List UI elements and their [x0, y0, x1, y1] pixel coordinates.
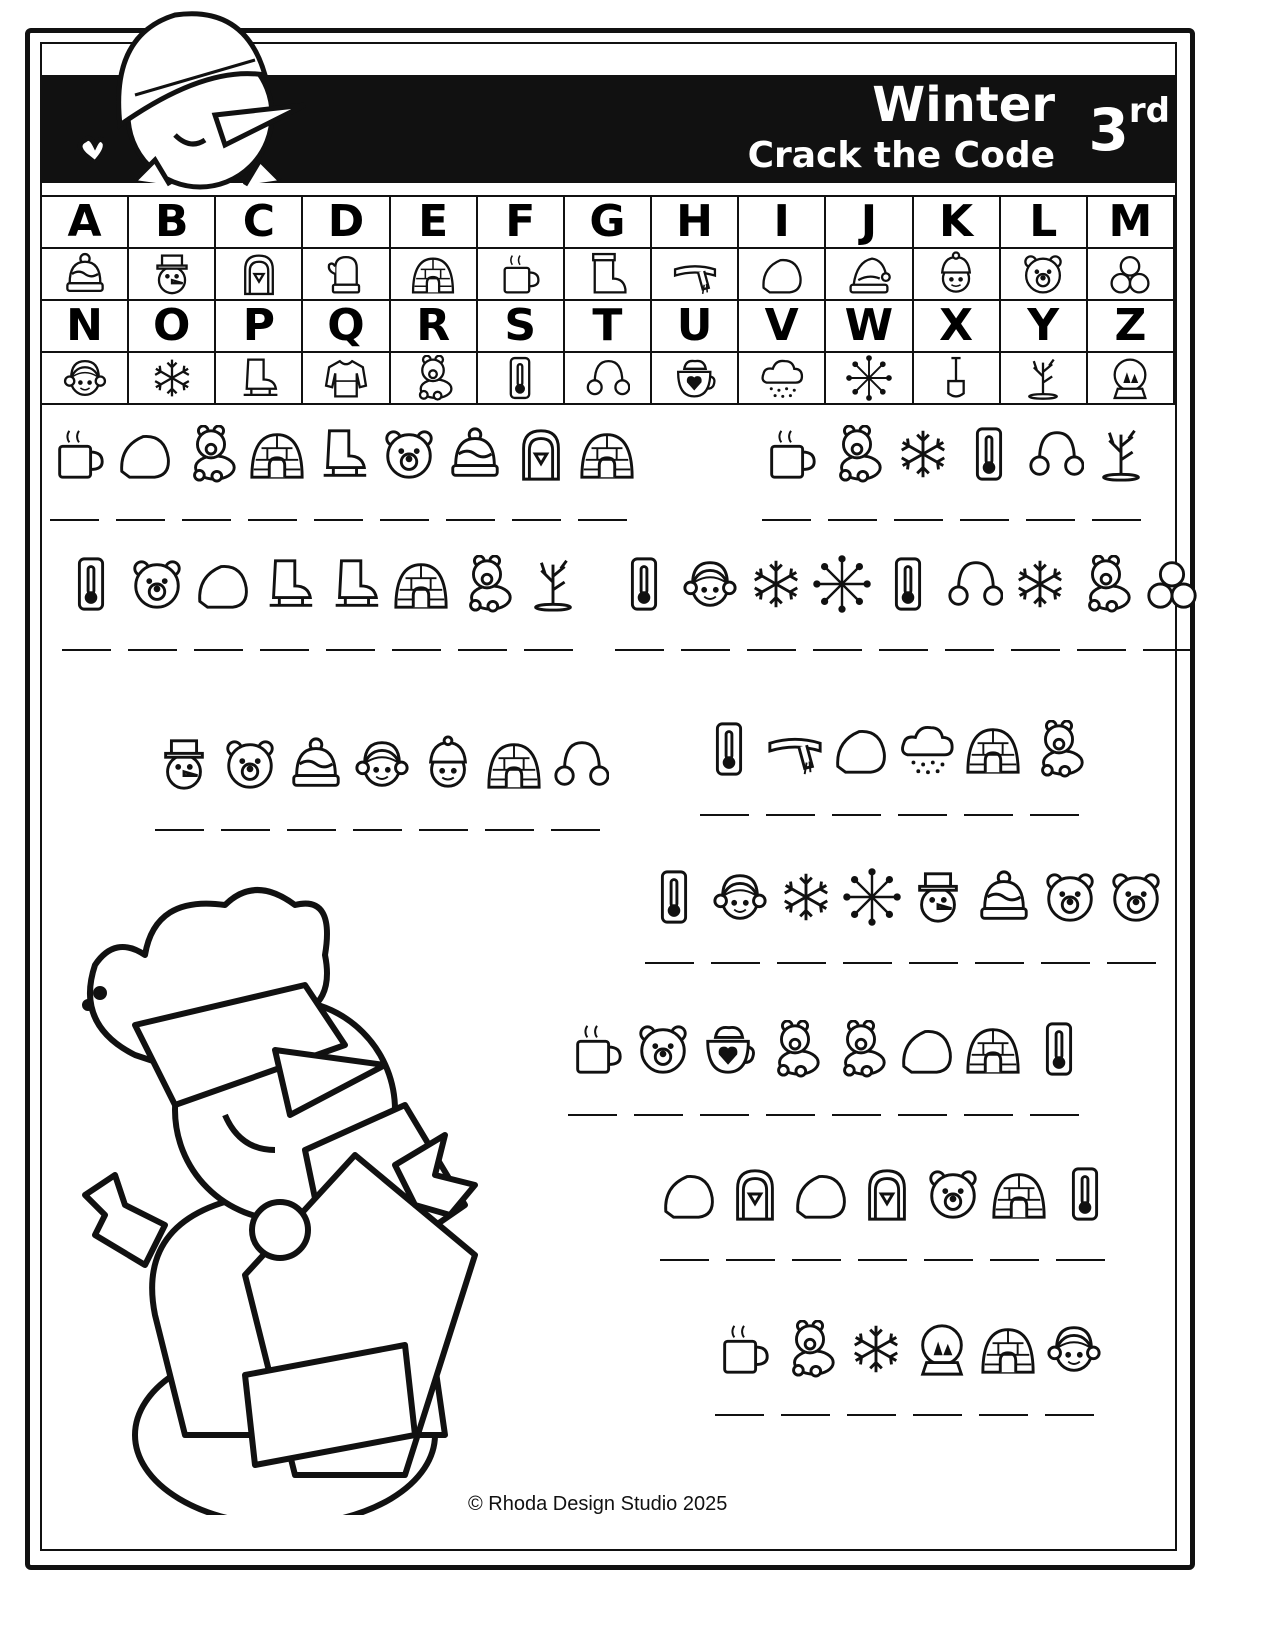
answer-blank[interactable]: [913, 1412, 962, 1416]
puzzle-icons: [155, 735, 609, 793]
answer-blank[interactable]: [1030, 1112, 1079, 1116]
puzzle-icons: [645, 868, 1165, 926]
answer-blanks: [62, 647, 582, 651]
answer-blank[interactable]: [353, 827, 402, 831]
answer-blank[interactable]: [485, 827, 534, 831]
girl-earmuffs-icon: [353, 735, 411, 793]
puzzle-word-7: [645, 868, 1165, 964]
mug-icon: [50, 425, 108, 483]
answer-blank[interactable]: [512, 517, 561, 521]
snowman-icon: [155, 735, 213, 793]
answer-blanks: [155, 827, 609, 831]
igloo-icon: [964, 1020, 1022, 1078]
answer-blank[interactable]: [960, 517, 1009, 521]
beanie-icon: [975, 868, 1033, 926]
key-icon-cell: [738, 248, 825, 300]
puzzle-icons: [762, 425, 1150, 483]
key-icon-cell: [390, 352, 477, 404]
boot-icon: [584, 251, 630, 297]
snow-cloud-icon: [898, 720, 956, 778]
puzzle-word-6: [700, 720, 1088, 816]
kid-icon: [419, 735, 477, 793]
key-icon-cell: [1000, 248, 1087, 300]
answer-blank[interactable]: [380, 517, 429, 521]
title: Winter: [872, 77, 1055, 133]
key-letter: C: [215, 196, 302, 248]
bear-face-icon: [634, 1020, 692, 1078]
answer-blank[interactable]: [1077, 647, 1126, 651]
key-icon-cell: [825, 248, 912, 300]
puzzle-icons: [715, 1320, 1103, 1378]
answer-blank[interactable]: [446, 517, 495, 521]
answer-blank[interactable]: [781, 1412, 830, 1416]
earmuffs-icon: [584, 355, 630, 401]
scarf-icon: [766, 720, 824, 778]
igloo-icon: [410, 251, 456, 297]
key-icon-cell: [215, 352, 302, 404]
igloo-icon: [964, 720, 1022, 778]
key-letter: P: [215, 300, 302, 352]
sweater-icon: [323, 355, 369, 401]
answer-blank[interactable]: [221, 827, 270, 831]
key-letter: E: [390, 196, 477, 248]
scarf-icon: [672, 251, 718, 297]
answer-blank[interactable]: [260, 647, 309, 651]
answer-blank[interactable]: [847, 1412, 896, 1416]
mug-icon: [762, 425, 820, 483]
snowballs-icon: [1143, 555, 1201, 613]
cocoa-icon: [700, 1020, 758, 1078]
answer-blanks: [568, 1112, 1088, 1116]
answer-blank[interactable]: [578, 517, 627, 521]
key-letter: I: [738, 196, 825, 248]
key-icon-cell: [1087, 352, 1174, 404]
puzzle-icons: [62, 555, 582, 613]
copyright-text: © Rhoda Design Studio 2025: [468, 1493, 728, 1515]
key-letter: V: [738, 300, 825, 352]
snowballs-icon: [1107, 251, 1153, 297]
key-icon-cell: [564, 248, 651, 300]
girl-earmuffs-icon: [62, 355, 108, 401]
answer-blank[interactable]: [979, 1412, 1028, 1416]
answer-blank[interactable]: [945, 647, 994, 651]
thermometer-icon: [497, 355, 543, 401]
star-snowflake-icon: [846, 355, 892, 401]
key-icon-cell: [128, 352, 215, 404]
key-letter: X: [913, 300, 1000, 352]
girl-earmuffs-icon: [1045, 1320, 1103, 1378]
key-letter: Q: [302, 300, 389, 352]
skate-icon: [236, 355, 282, 401]
key-icon-cell: [651, 352, 738, 404]
key-icon-cell: [477, 352, 564, 404]
answer-blank[interactable]: [909, 960, 958, 964]
key-icon-cell: [390, 248, 477, 300]
answer-blanks: [762, 517, 1150, 521]
key-icon-cell: [41, 248, 128, 300]
key-letter: L: [1000, 196, 1087, 248]
key-letter: A: [41, 196, 128, 248]
key-letter: Y: [1000, 300, 1087, 352]
igloo-icon: [979, 1320, 1037, 1378]
skate-icon: [260, 555, 318, 613]
key-letter: R: [390, 300, 477, 352]
earmuffs-icon: [945, 555, 1003, 613]
tree-icon: [1020, 355, 1066, 401]
key-icon-cell: [913, 248, 1000, 300]
answer-blank[interactable]: [832, 812, 881, 816]
key-icon-cell: [41, 352, 128, 404]
subtitle: Crack the Code: [747, 135, 1055, 176]
key-letter: N: [41, 300, 128, 352]
key-icon-cell: [651, 248, 738, 300]
answer-blanks: [50, 517, 636, 521]
answer-blank[interactable]: [964, 812, 1013, 816]
puzzle-word-5: [155, 735, 609, 831]
thermometer-icon: [615, 555, 673, 613]
answer-blank[interactable]: [660, 1257, 709, 1261]
mug-icon: [497, 251, 543, 297]
bear-face-icon: [221, 735, 279, 793]
answer-blank[interactable]: [248, 517, 297, 521]
snowball-icon: [116, 425, 174, 483]
answer-blank[interactable]: [1011, 647, 1060, 651]
answer-blank[interactable]: [711, 960, 760, 964]
beanie-icon: [287, 735, 345, 793]
key-icon-cell: [302, 352, 389, 404]
cocoa-icon: [672, 355, 718, 401]
answer-blank[interactable]: [326, 647, 375, 651]
answer-blank[interactable]: [700, 1112, 749, 1116]
thermometer-icon: [960, 425, 1018, 483]
answer-blank[interactable]: [419, 827, 468, 831]
answer-blank[interactable]: [645, 960, 694, 964]
key-icon-cell: [302, 248, 389, 300]
answer-blanks: [660, 1257, 1114, 1261]
bear-sitting-icon: [1077, 555, 1135, 613]
tree-icon: [1092, 425, 1150, 483]
answer-blank[interactable]: [50, 517, 99, 521]
bear-face-icon: [380, 425, 438, 483]
beanie-icon: [446, 425, 504, 483]
answer-blank[interactable]: [128, 647, 177, 651]
skate-icon: [314, 425, 372, 483]
answer-blank[interactable]: [458, 647, 507, 651]
answer-blanks: [700, 812, 1088, 816]
answer-blank[interactable]: [792, 1257, 841, 1261]
key-letter: D: [302, 196, 389, 248]
key-letter: S: [477, 300, 564, 352]
mug-icon: [568, 1020, 626, 1078]
snowflake-icon: [777, 868, 835, 926]
answer-blank[interactable]: [894, 517, 943, 521]
answer-blank[interactable]: [898, 812, 947, 816]
answer-blank[interactable]: [116, 517, 165, 521]
igloo-icon: [392, 555, 450, 613]
answer-blank[interactable]: [314, 517, 363, 521]
earmuffs-icon: [1026, 425, 1084, 483]
answer-blank[interactable]: [898, 1112, 947, 1116]
answer-blank[interactable]: [1045, 1412, 1094, 1416]
key-letter-row: [41, 300, 1174, 352]
snowman-icon: [909, 868, 967, 926]
thermometer-icon: [62, 555, 120, 613]
key-icon-cell: [913, 352, 1000, 404]
bear-sitting-icon: [766, 1020, 824, 1078]
key-letter: J: [825, 196, 912, 248]
key-letter: G: [564, 196, 651, 248]
key-letter: M: [1087, 196, 1174, 248]
bear-face-icon: [1020, 251, 1066, 297]
answer-blank[interactable]: [924, 1257, 973, 1261]
key-letter: U: [651, 300, 738, 352]
snowball-icon: [832, 720, 890, 778]
grade-suffix: rd: [1128, 91, 1170, 131]
answer-blank[interactable]: [1056, 1257, 1105, 1261]
key-letter: B: [128, 196, 215, 248]
answer-blank[interactable]: [726, 1257, 775, 1261]
penguin-icon: [858, 1165, 916, 1223]
bear-face-icon: [1107, 868, 1165, 926]
answer-blank[interactable]: [858, 1257, 907, 1261]
key-letter: Z: [1087, 300, 1174, 352]
snowball-icon: [759, 251, 805, 297]
answer-blank[interactable]: [155, 827, 204, 831]
igloo-icon: [248, 425, 306, 483]
answer-blank[interactable]: [1092, 517, 1141, 521]
snowman-mascot-icon: [75, 5, 325, 200]
mitten-icon: [323, 251, 369, 297]
beanie-icon: [62, 251, 108, 297]
skate-icon: [326, 555, 384, 613]
puzzle-word-1: [50, 425, 636, 521]
igloo-icon: [578, 425, 636, 483]
key-icon-cell: [215, 248, 302, 300]
star-snowflake-icon: [813, 555, 871, 613]
answer-blank[interactable]: [681, 647, 730, 651]
key-icon-cell: [825, 352, 912, 404]
answer-blank[interactable]: [1026, 517, 1075, 521]
answer-blanks: [715, 1412, 1103, 1416]
bear-sitting-icon: [410, 355, 456, 401]
thermometer-icon: [879, 555, 937, 613]
grade-number: 3: [1088, 96, 1129, 164]
answer-blank[interactable]: [194, 647, 243, 651]
answer-blank[interactable]: [747, 647, 796, 651]
snowflake-icon: [847, 1320, 905, 1378]
answer-blank[interactable]: [975, 960, 1024, 964]
igloo-icon: [485, 735, 543, 793]
bear-sitting-icon: [182, 425, 240, 483]
answer-blanks: [615, 647, 1201, 651]
key-letter: T: [564, 300, 651, 352]
penguin-icon: [236, 251, 282, 297]
answer-blank[interactable]: [62, 647, 111, 651]
penguin-icon: [726, 1165, 784, 1223]
key-letter: H: [651, 196, 738, 248]
puzzle-icons: [700, 720, 1088, 778]
snowball-icon: [792, 1165, 850, 1223]
answer-blank[interactable]: [700, 812, 749, 816]
girl-earmuffs-icon: [711, 868, 769, 926]
answer-blank[interactable]: [1107, 960, 1156, 964]
girl-earmuffs-icon: [681, 555, 739, 613]
key-letter: F: [477, 196, 564, 248]
puzzle-word-10: [715, 1320, 1103, 1416]
key-icon-row: [41, 248, 1174, 300]
star-snowflake-icon: [843, 868, 901, 926]
key-icon-cell: [738, 352, 825, 404]
snowflake-icon: [1011, 555, 1069, 613]
answer-blank[interactable]: [832, 1112, 881, 1116]
bear-face-icon: [1041, 868, 1099, 926]
earmuffs-icon: [551, 735, 609, 793]
answer-blanks: [645, 960, 1165, 964]
key-icon-cell: [477, 248, 564, 300]
snow-cloud-icon: [759, 355, 805, 401]
thermometer-icon: [1056, 1165, 1114, 1223]
answer-blank[interactable]: [828, 517, 877, 521]
tree-icon: [524, 555, 582, 613]
key-letter-row: [41, 196, 1174, 248]
key-icon-cell: [128, 248, 215, 300]
answer-blank[interactable]: [813, 647, 862, 651]
puzzle-word-2: [762, 425, 1150, 521]
shovel-icon: [933, 355, 979, 401]
grade-level: [1088, 91, 1170, 164]
snowman-with-pencil-illustration: [55, 875, 515, 1515]
answer-blank[interactable]: [777, 960, 826, 964]
answer-blank[interactable]: [843, 960, 892, 964]
bear-face-icon: [924, 1165, 982, 1223]
puzzle-word-9: [660, 1165, 1114, 1261]
thermometer-icon: [645, 868, 703, 926]
code-key-table: [40, 195, 1175, 405]
answer-blank[interactable]: [1143, 647, 1192, 651]
igloo-icon: [990, 1165, 1048, 1223]
snow-globe-icon: [913, 1320, 971, 1378]
puzzle-word-4: [615, 555, 1201, 651]
bear-sitting-icon: [1030, 720, 1088, 778]
answer-blank[interactable]: [615, 647, 664, 651]
answer-blank[interactable]: [766, 1112, 815, 1116]
thermometer-icon: [1030, 1020, 1088, 1078]
snowman-icon: [149, 251, 195, 297]
answer-blank[interactable]: [766, 812, 815, 816]
snow-globe-icon: [1107, 355, 1153, 401]
puzzle-icons: [660, 1165, 1114, 1223]
key-letter: K: [913, 196, 1000, 248]
mug-icon: [715, 1320, 773, 1378]
key-icon-cell: [1000, 352, 1087, 404]
santa-hat-icon: [846, 251, 892, 297]
answer-blank[interactable]: [964, 1112, 1013, 1116]
kid-icon: [933, 251, 979, 297]
snowball-icon: [194, 555, 252, 613]
answer-blank[interactable]: [762, 517, 811, 521]
answer-blank[interactable]: [1041, 960, 1090, 964]
thermometer-icon: [700, 720, 758, 778]
answer-blank[interactable]: [551, 827, 600, 831]
puzzle-icons: [50, 425, 636, 483]
bear-sitting-icon: [828, 425, 886, 483]
puzzle-word-3: [62, 555, 582, 651]
answer-blank[interactable]: [715, 1412, 764, 1416]
key-icon-cell: [1087, 248, 1174, 300]
puzzle-icons: [568, 1020, 1088, 1078]
snowball-icon: [898, 1020, 956, 1078]
penguin-icon: [512, 425, 570, 483]
snowflake-icon: [149, 355, 195, 401]
answer-blank[interactable]: [182, 517, 231, 521]
snowball-icon: [660, 1165, 718, 1223]
key-letter: O: [128, 300, 215, 352]
bear-sitting-icon: [832, 1020, 890, 1078]
answer-blank[interactable]: [392, 647, 441, 651]
bear-sitting-icon: [458, 555, 516, 613]
answer-blank[interactable]: [879, 647, 928, 651]
answer-blank[interactable]: [568, 1112, 617, 1116]
answer-blank[interactable]: [990, 1257, 1039, 1261]
snowflake-icon: [747, 555, 805, 613]
bear-face-icon: [128, 555, 186, 613]
puzzle-icons: [615, 555, 1201, 613]
answer-blank[interactable]: [1030, 812, 1079, 816]
answer-blank[interactable]: [634, 1112, 683, 1116]
bear-sitting-icon: [781, 1320, 839, 1378]
answer-blank[interactable]: [287, 827, 336, 831]
answer-blank[interactable]: [524, 647, 573, 651]
snowflake-icon: [894, 425, 952, 483]
key-icon-row: [41, 352, 1174, 404]
key-icon-cell: [564, 352, 651, 404]
puzzle-word-8: [568, 1020, 1088, 1116]
key-letter: W: [825, 300, 912, 352]
